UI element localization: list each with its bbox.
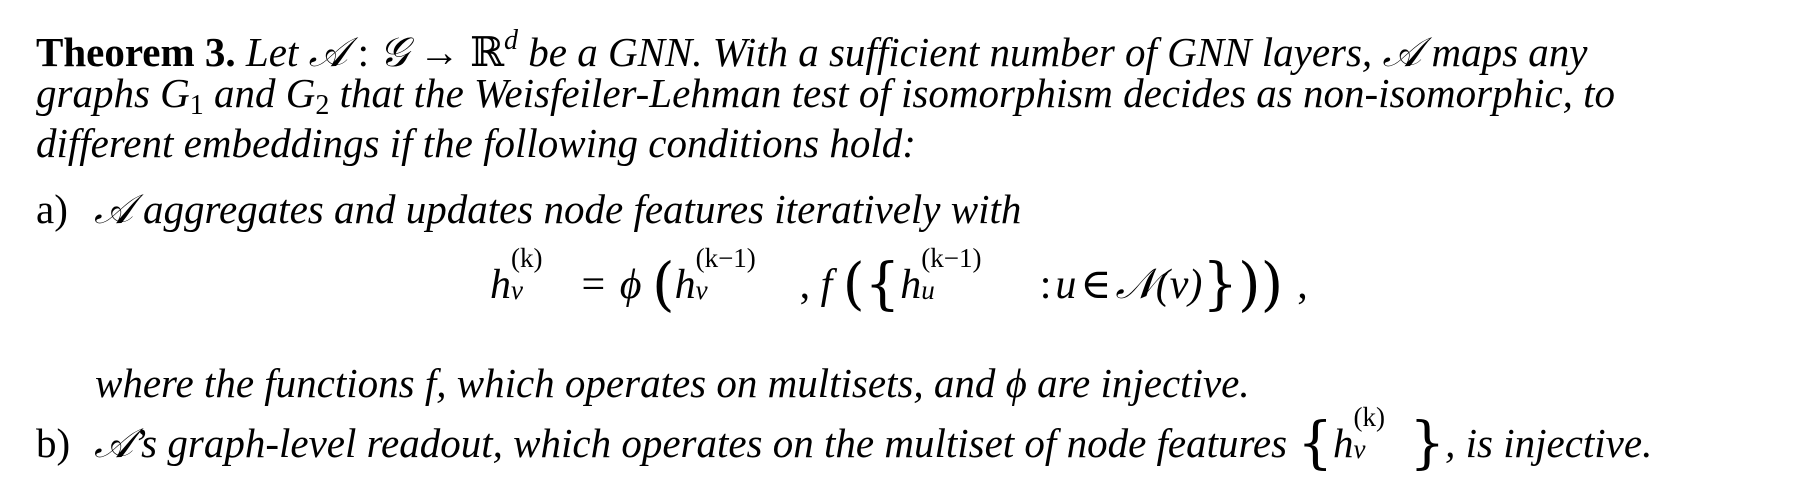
eq-sup-km1: (k−1) [695, 243, 756, 273]
eq-h-scripts [511, 243, 567, 305]
theorem-line-3: different embeddings if the following conditions hold: [36, 120, 916, 166]
eq-h3-scripts [921, 243, 1025, 305]
eq-in: ∈ [1080, 262, 1112, 308]
symbol-G2: G [285, 70, 316, 116]
eq-sub-v: v [511, 275, 523, 305]
text-colon: : [347, 29, 380, 75]
text-line2-main: that the Weisfeiler-Lehman test of isomorphism decides as non-isomorphic, to [329, 70, 1616, 116]
text-graphs: graphs [36, 70, 161, 116]
eq-phi: ϕ [619, 262, 642, 308]
b-lbrace: { [1297, 411, 1333, 476]
symbol-dimension-d: d [504, 25, 519, 56]
b-h: h [1332, 420, 1354, 466]
eq-h-2: h [674, 262, 696, 308]
eq-lparen-inner: ( [842, 252, 865, 317]
text-line1-main: be a GNN. With a sufficient number of GNN layers, [518, 29, 1383, 75]
b-sub-v: v [1353, 434, 1366, 464]
condition-a-text: aggregates and updates node features iteratively with [132, 186, 1022, 232]
text-and: and [203, 70, 286, 116]
eq-rparens: )) [1238, 250, 1284, 318]
symbol-gnn-A-2: 𝒜 [1382, 28, 1422, 76]
condition-b [36, 402, 1653, 476]
eq-u: u [1055, 262, 1077, 308]
eq-h: h [490, 262, 511, 308]
eq-lparen-outer: ( [651, 250, 675, 318]
condition-a-marker: a) [36, 186, 68, 232]
text-maps-any: maps any [1421, 29, 1588, 75]
condition-a [36, 184, 1021, 234]
eq-sub-v-2: v [695, 275, 708, 305]
eq-comma: , [799, 262, 811, 308]
eq-neighborhood-N: 𝒩 [1115, 259, 1156, 308]
eq-h2-scripts [695, 243, 800, 305]
text-let: Let [245, 29, 309, 75]
eq-v-paren: (v) [1155, 262, 1203, 308]
condition-b-text-1: ’s graph-level readout, which operates on the multiset of node features [132, 420, 1298, 466]
eq-sup-k: (k) [511, 243, 543, 273]
condition-b-marker: b) [36, 420, 71, 466]
symbol-gnn-A: 𝒜 [308, 28, 348, 76]
eq-trailing-comma: , [1297, 262, 1308, 308]
condition-b-text-2: , is injective. [1445, 420, 1653, 466]
eq-equals: = [581, 262, 606, 308]
eq-rbrace: } [1202, 252, 1239, 317]
symbol-G1: G [160, 70, 190, 116]
eq-f: f [820, 262, 833, 308]
subscript-2: 2 [315, 90, 330, 121]
eq-h-3: h [900, 262, 922, 308]
eq-sub-u: u [921, 275, 935, 305]
b-sup-k: (k) [1353, 402, 1385, 432]
b-rbrace: } [1409, 411, 1446, 476]
eq-colon: : [1039, 262, 1052, 308]
update-equation [490, 243, 1308, 318]
symbol-graph-space: 𝒢 [379, 28, 409, 76]
eq-lbrace: { [864, 252, 901, 317]
theorem-label: Theorem 3. [36, 29, 236, 75]
eq-sup-km1-2: (k−1) [921, 243, 982, 273]
symbol-reals: ℝ [469, 28, 505, 76]
b-h-scripts [1353, 402, 1409, 464]
subscript-1: 1 [189, 90, 204, 121]
symbol-gnn-A-3: 𝒜 [94, 185, 133, 233]
where-line: where the functions f, which operates on multisets, and ϕ are injective. [95, 360, 1250, 406]
text-arrow: → [408, 29, 470, 75]
symbol-gnn-A-4: 𝒜 [94, 419, 133, 467]
